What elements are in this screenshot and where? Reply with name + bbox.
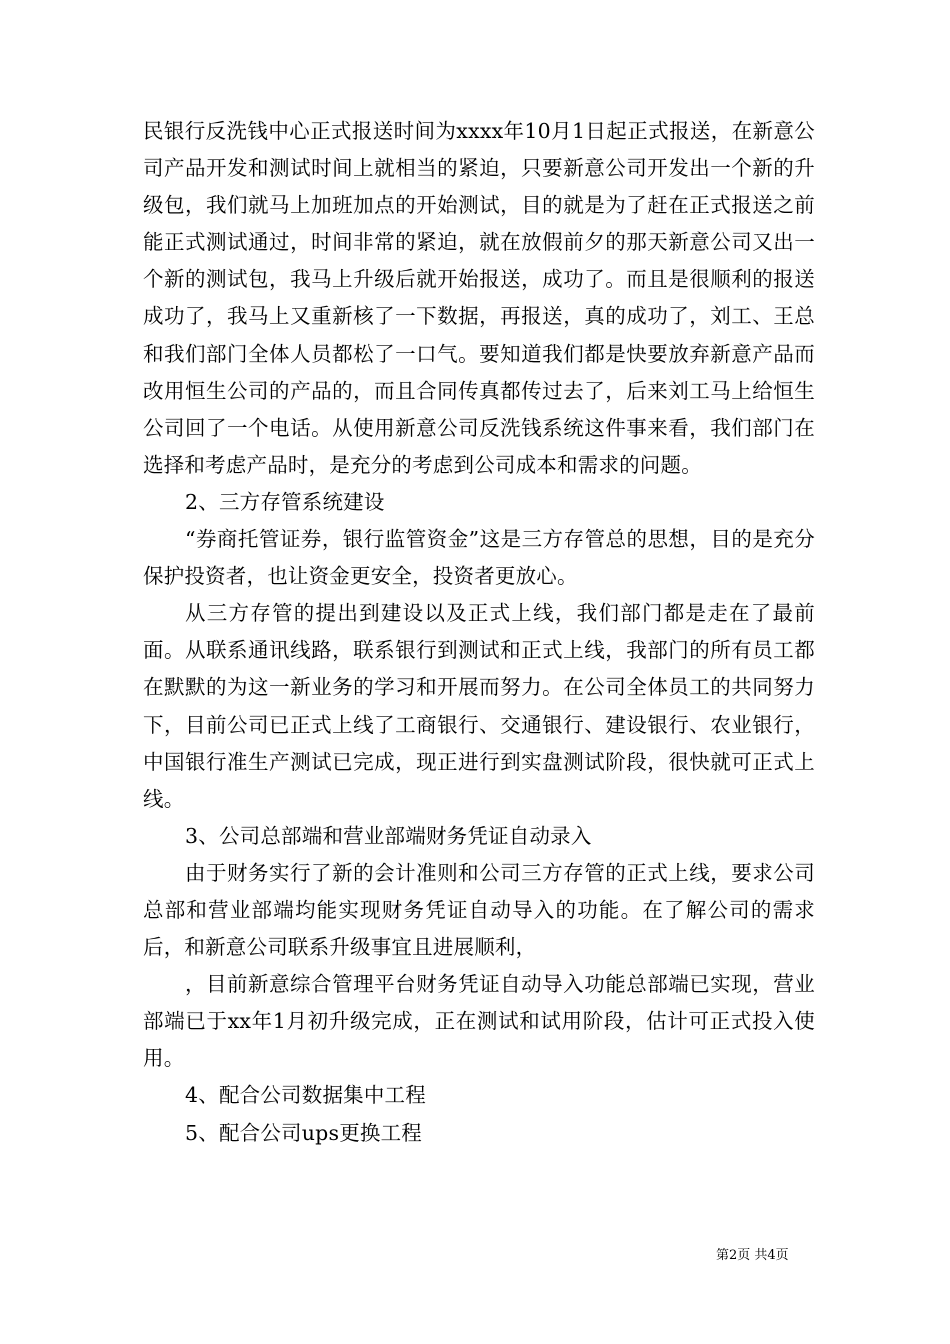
heading-third-party-custody: 2、三方存管系统建设	[185, 489, 385, 514]
paragraph-custody-principle: “券商托管证券，银行监管资金”这是三方存管总的思想，目的是充分保护投资者，也让资金更安全，投资者更放心。	[143, 527, 815, 589]
paragraph-custody-progress: 从三方存管的提出到建设以及正式上线，我们部门都是走在了最前面。从联系通讯线路，联系银行到测试和正式上线，我部门的所有员工都在默默的为这一新业务的学习和开展而努力。在公司全体员工的共同努力下，目前公司已正式上线了工商银行、交通银行、建设银行、农业银行，中国银行准生产测试已完成，现正进行到实盘测试阶段，很快就可正式上线。	[143, 601, 815, 811]
page-number-footer: 第2页 共4页	[716, 1248, 789, 1263]
document-body	[143, 113, 815, 1152]
paragraph-voucher-requirement: 由于财务实行了新的会计准则和公司三方存管的正式上线，要求公司总部和营业部端均能实现财务凭证自动导入的功能。在了解公司的需求后，和新意公司联系升级事宜且进展顺利，	[143, 860, 815, 960]
heading-data-centralization: 4、配合公司数据集中工程	[185, 1083, 426, 1108]
paragraph-voucher-status: ，目前新意综合管理平台财务凭证自动导入功能总部端已实现，营业部端已于xx年1月初升级完成，正在测试和试用阶段，估计可正式投入使用。	[143, 972, 815, 1071]
heading-ups-replacement: 5、配合公司ups更换工程	[185, 1120, 422, 1145]
heading-voucher-auto-entry: 3、公司总部端和营业部端财务凭证自动录入	[185, 823, 592, 848]
paragraph-aml-reporting: 民银行反洗钱中心正式报送时间为xxxx年10月1日起正式报送，在新意公司产品开发和测试时间上就相当的紧迫，只要新意公司开发出一个新的升级包，我们就马上加班加点的开始测试，目的就是为了赶在正式报送之前能正式测试通过，时间非常的紧迫，就在放假前夕的那天新意公司又出一个新的测试包，我马上升级后就开始报送，成功了。而且是很顺利的报送成功了，我马上又重新核了一下数据，再报送，真的成功了，刘工、王总和我们部门全体人员都松了一口气。要知道我们都是快要放弃新意产品而改用恒生公司的产品的，而且合同传真都传过去了，后来刘工马上给恒生公司回了一个电话。从使用新意公司反洗钱系统这件事来看，我们部门在选择和考虑产品时，是充分的考虑到公司成本和需求的问题。	[143, 119, 815, 477]
